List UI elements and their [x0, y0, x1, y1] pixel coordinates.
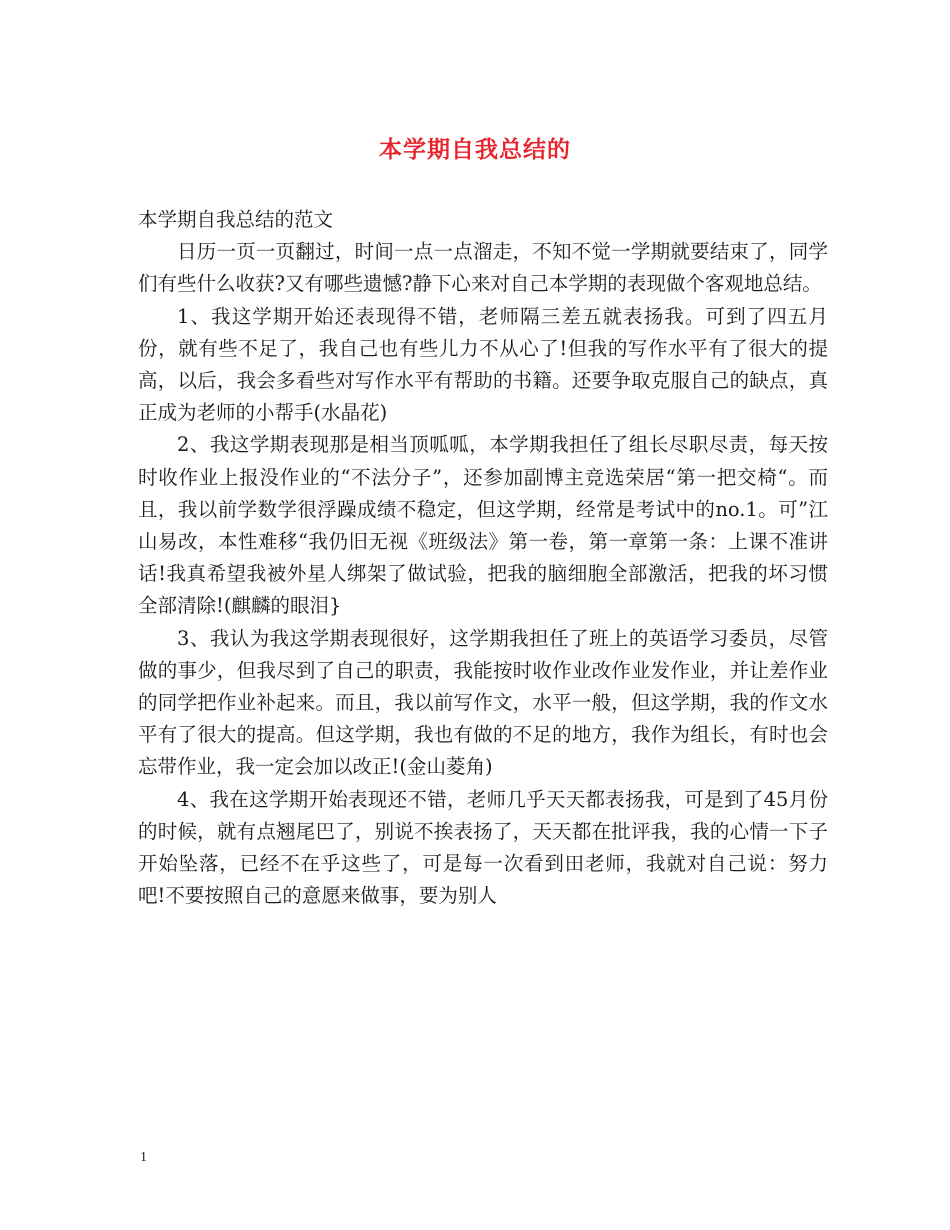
- document-body: [138, 204, 828, 912]
- paragraph-1: 1、我这学期开始还表现得不错，老师隔三差五就表扬我。可到了四五月份，就有些不足了，我自己也有些儿力不从心了!但我的写作水平有了很大的提高，以后，我会多看些对写作水平有帮助的书籍。还要争取克服自己的缺点，真正成为老师的小帮手(水晶花): [138, 304, 828, 425]
- paragraph-intro: 日历一页一页翻过，时间一点一点溜走，不知不觉一学期就要结束了，同学们有些什么收获?又有哪些遗憾?静下心来对自己本学期的表现做个客观地总结。: [138, 240, 828, 296]
- paragraph-2: 2、我这学期表现那是相当顶呱呱，本学期我担任了组长尽职尽责，每天按时收作业上报没作业的“不法分子”，还参加副博主竞选荣居“第一把交椅“。而且，我以前学数学很浮躁成绩不稳定，但这学期，经常是考试中的no.1。可”江山易改，本性难移“我仍旧无视《班级法》第一卷，第一章第一条：上课不准讲话!我真希望我被外星人绑架了做试验，把我的脑细胞全部激活，把我的坏习惯全部清除!(麒麟的眼泪}: [138, 433, 828, 618]
- paragraph-4: 4、我在这学期开始表现还不错，老师几乎天天都表扬我，可是到了45月份的时候，就有点翘尾巴了，别说不挨表扬了，天天都在批评我，我的心情一下子开始坠落，已经不在乎这些了，可是每一次看到田老师，我就对自己说：努力吧!不要按照自己的意愿来做事，要为别人: [138, 787, 828, 908]
- page-number: 1: [140, 1150, 147, 1165]
- document-subtitle: 本学期自我总结的范文: [138, 208, 334, 231]
- document-title: 本学期自我总结的: [379, 136, 571, 163]
- paragraph-3: 3、我认为我这学期表现很好，这学期我担任了班上的英语学习委员，尽管做的事少，但我尽到了自己的职责，我能按时收作业改作业发作业，并让差作业的同学把作业补起来。而且，我以前写作文，水平一般，但这学期，我的作文水平有了很大的提高。但这学期，我也有做的不足的地方，我作为组长，有时也会忘带作业，我一定会加以改正!(金山菱角): [138, 626, 828, 779]
